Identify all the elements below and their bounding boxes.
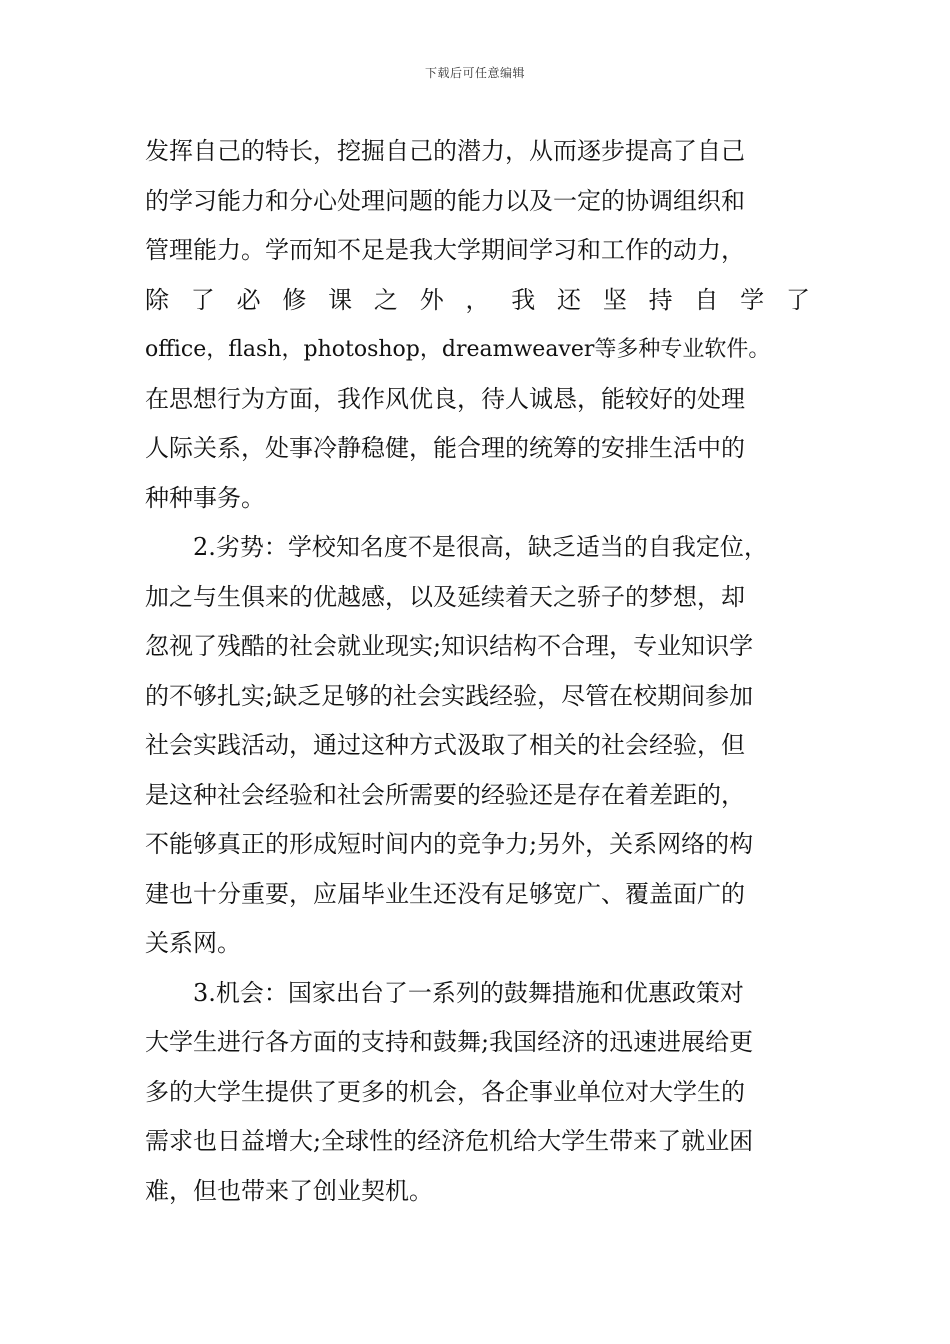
glyph: 外: [419, 285, 444, 314]
glyph: 自: [694, 285, 719, 314]
glyph: 持: [648, 285, 673, 314]
text-line: 不能够真正的形成短时间内的竞争力;另外，关系网络的构: [145, 830, 754, 858]
glyph: 之: [373, 285, 398, 314]
text-line: 大学生进行各方面的支持和鼓舞;我国经济的迅速进展给更: [145, 1028, 754, 1056]
text-line: 种种事务。: [145, 483, 265, 512]
glyph: 坚: [602, 285, 627, 314]
text-line: 发挥自己的特长，挖掘自己的潜力，从而逐步提高了自己: [145, 137, 745, 165]
text-line: 是这种社会经验和社会所需要的经验还是存在着差距的，: [145, 780, 745, 809]
glyph: 还: [557, 285, 582, 314]
text-line: 加之与生俱来的优越感，以及延续着天之骄子的梦想，却: [145, 582, 745, 611]
glyph: 必: [236, 285, 261, 314]
text-line: 忽视了残酷的社会就业现实;知识结构不合理，专业知识学: [145, 632, 754, 660]
text-line: 在思想行为方面，我作风优良，待人诚恳，能较好的处理: [145, 384, 745, 413]
text-line: 需求也日益增大;全球性的经济危机给大学生带来了就业困: [145, 1127, 754, 1155]
page-header: 下载后可任意编辑: [424, 66, 525, 80]
text-line: 建也十分重要，应届毕业生还没有足够宽广、覆盖面广的: [145, 879, 745, 908]
glyph: 了: [190, 285, 215, 314]
text-line: 的学习能力和分心处理问题的能力以及一定的协调组织和: [145, 186, 745, 215]
text-line: 人际关系，处事冷静稳健，能合理的统筹的安排生活中的: [145, 434, 745, 462]
glyph: 了: [785, 285, 810, 314]
text-line: 社会实践活动，通过这种方式汲取了相关的社会经验，但: [145, 731, 745, 759]
text-line: 关系网。: [145, 929, 241, 957]
text-line: 管理能力。学而知不足是我大学期间学习和工作的动力，: [145, 236, 745, 264]
text-line: office，flash，photoshop，dreamweaver等多种专业软件。: [145, 337, 771, 362]
glyph: 课: [328, 285, 353, 314]
glyph: 我: [511, 285, 536, 314]
text-line: 难，但也带来了创业契机。: [145, 1176, 433, 1205]
text-line: 的不够扎实;缺乏足够的社会实践经验，尽管在校期间参加: [145, 681, 754, 710]
document-body: [145, 127, 810, 1216]
text-line-justified: [145, 276, 810, 326]
glyph: 除: [145, 285, 169, 314]
paragraph-start-line: 2.劣势：学校知名度不是很高，缺乏适当的自我定位，: [193, 533, 768, 561]
glyph: 学: [740, 285, 765, 314]
paragraph-start-line: 3.机会：国家出台了一系列的鼓舞措施和优惠政策对: [193, 978, 744, 1007]
text-line: 多的大学生提供了更多的机会，各企事业单位对大学生的: [145, 1077, 745, 1106]
glyph: ，: [465, 285, 490, 314]
glyph: 修: [282, 285, 307, 314]
